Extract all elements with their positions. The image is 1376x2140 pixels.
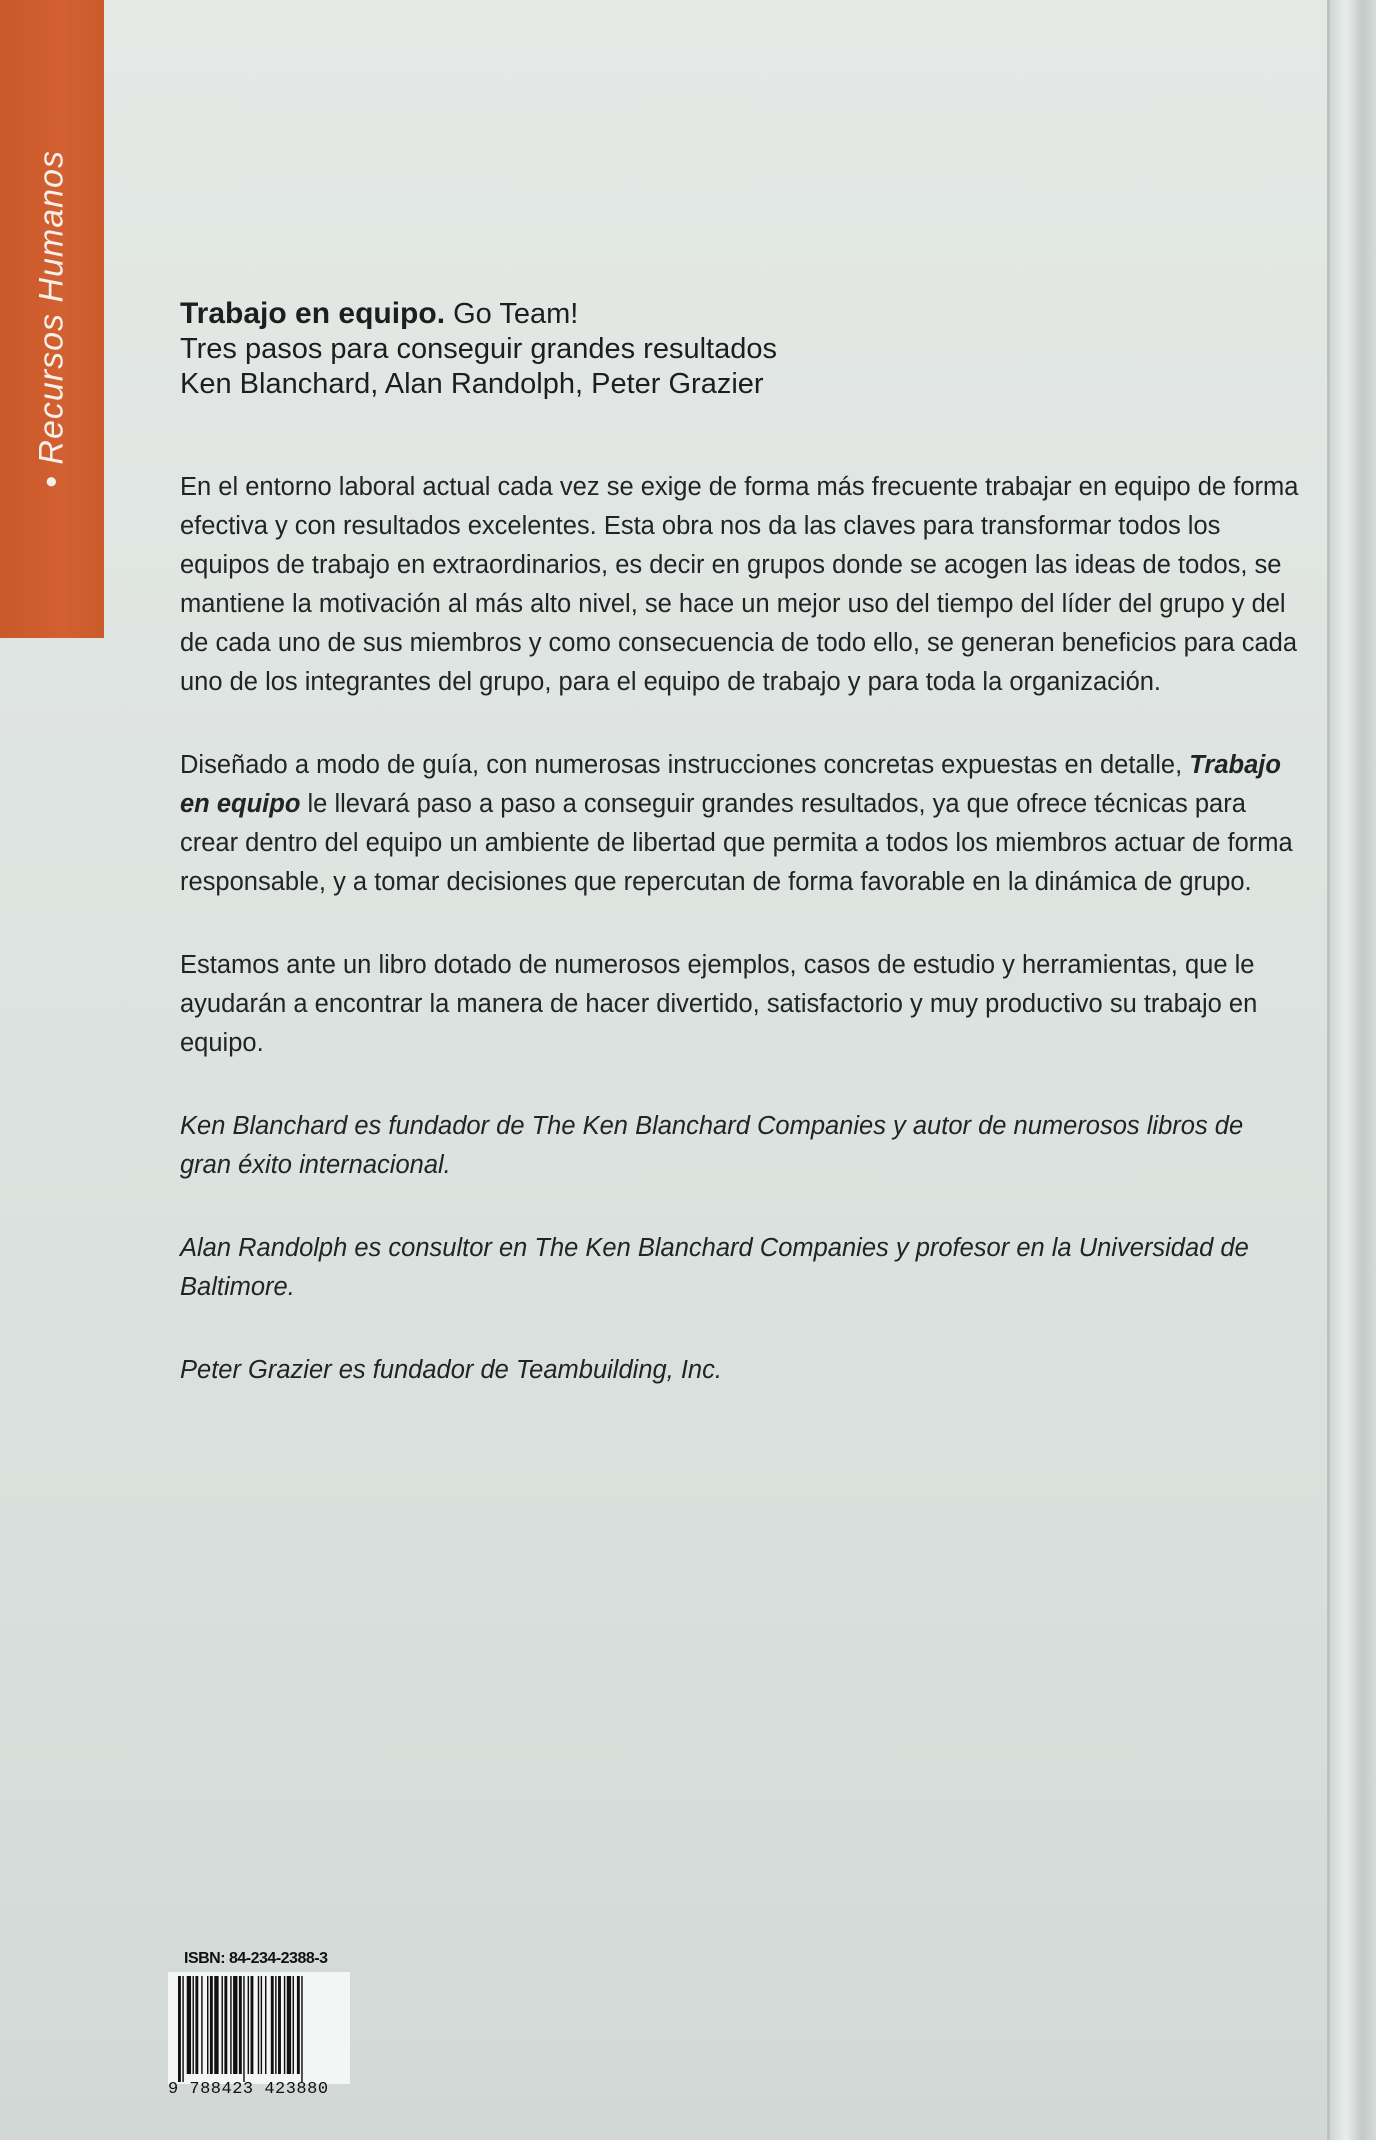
blurb-paragraph-3: Estamos ante un libro dotado de numerosos ejemplos, casos de estudio y herramientas, que le ayudarán a encontrar la manera de hacer divertido, satisfactorio y muy productivo su trabajo en equipo.: [180, 951, 1258, 1057]
bio-grazier: Peter Grazier es fundador de Teambuilding, Inc.: [180, 1356, 722, 1384]
isbn-barcode-block: [168, 1950, 350, 2099]
book-authors: Ken Blanchard, Alan Randolph, Peter Grazier: [180, 368, 764, 400]
book-title: [180, 296, 1300, 332]
category-band: [0, 0, 104, 638]
book-title-main: Trabajo en equipo.: [180, 297, 446, 330]
isbn-label: ISBN: 84-234-2388-3: [184, 1950, 328, 1967]
cover-text-block: [180, 296, 1300, 1434]
blurb-p2-end: le llevará paso a paso a conseguir grandes resultados, ya que ofrece técnicas para crear dentro del equipo un ambiente de libertad que permita a todos los miembros actuar de forma responsable, y a tomar decisiones que repercutan de forma favorable en la dinámica de grupo.: [180, 790, 1293, 896]
category-label: • Recursos Humanos: [32, 150, 71, 488]
blurb-paragraph-1: En el entorno laboral actual cada vez se exige de forma más frecuente trabajar en equipo de forma efectiva y con resultados excelentes. Esta obra nos da las claves para transformar todos los equipos de trabajo en extraordinarios, es decir en grupos donde se acogen las ideas de todos, se mantiene la motivación al más alto nivel, se hace un mejor uso del tiempo del líder del grupo y del de cada uno de sus miembros y como consecuencia de todo ello, se generan beneficios para cada uno de los integrantes del grupo, para el equipo de trabajo y para toda la organización.: [180, 473, 1299, 696]
bio-blanchard: Ken Blanchard es fundador de The Ken Blanchard Companies y autor de numerosos libros de gran éxito internacional.: [180, 1112, 1244, 1179]
book-header: [180, 296, 1300, 402]
barcode-digits: 9 788423 423880: [168, 2080, 329, 2099]
bio-randolph: Alan Randolph es consultor en The Ken Blanchard Companies y profesor en la Universidad de Baltimore.: [180, 1234, 1249, 1301]
blurb-p2-emphasis: Trabajo en equipo: [180, 751, 1281, 818]
book-title-original: Go Team!: [453, 298, 579, 330]
blurb-p2-start: Diseñado a modo de guía, con numerosas instrucciones concretas expuestas en detalle,: [180, 751, 1190, 779]
blurb-paragraph-2: [180, 746, 1300, 902]
cover-edge: [1330, 0, 1376, 2140]
barcode: [168, 1972, 350, 2084]
book-subtitle: Tres pasos para conseguir grandes resultados: [180, 333, 777, 365]
